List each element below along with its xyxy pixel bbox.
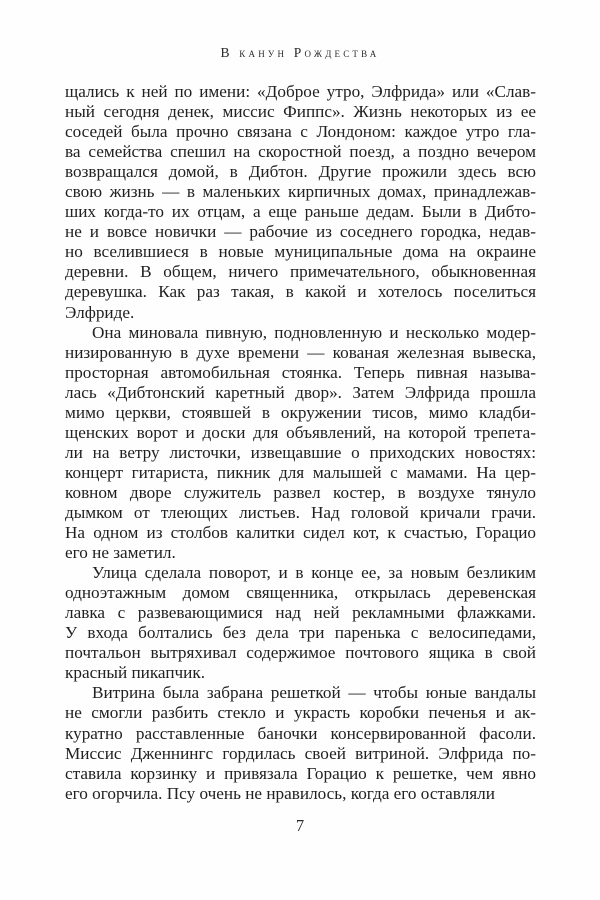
text-line: ва семейства спешил на скоростной поезд, а поздно вечером [65, 142, 536, 162]
text-line: У входа болтались без дела три паренька с велосипедами, [65, 623, 536, 643]
text-line: не и вовсе новички — рабочие из соседнего городка, недав- [65, 222, 536, 242]
text-line: концерт гитариста, пикник для малышей с мамами. На цер- [65, 462, 536, 482]
paragraph [65, 82, 536, 323]
text-line: свою жизнь — в маленьких кирпичных домах, принадлежав- [65, 182, 536, 202]
text-line: одноэтажным домом священника, открылась деревенская [65, 583, 536, 603]
text-line: деревушка. Как раз такая, в какой и хотелось поселиться [65, 282, 536, 302]
text-line: ный сегодня денек, миссис Фиппс». Жизнь некоторых из ее [65, 102, 536, 122]
text-line: соседей была прочно связана с Лондоном: каждое утро гла- [65, 122, 536, 142]
text-line: деревни. В общем, ничего примечательного, обыкновенная [65, 262, 536, 282]
text-line: его огорчила. Псу очень не нравилось, когда его оставляли [65, 783, 495, 803]
text-line: ших когда-то их отцам, а еще раньше дедам. Были в Дибто- [65, 202, 536, 222]
text-line: мимо церкви, стоявшей в окружении тисов, мимо кладби- [65, 402, 536, 422]
text-line: но вселившиеся в новые муниципальные дома на окраине [65, 242, 536, 262]
text-line: Улица сделала поворот, и в конце ее, за новым безликим [92, 563, 536, 583]
text-line: лась «Дибтонский каретный двор». Затем Элфрида прошла [65, 382, 536, 402]
paragraph [65, 323, 536, 564]
text-line: куратно расставленные баночки консервированной фасоли. [65, 723, 536, 743]
paragraph [65, 683, 536, 803]
text-line: просторная автомобильная стоянка. Теперь пивная называ- [65, 362, 536, 382]
text-line: Миссис Дженнингс гордилась своей витриной. Элфрида по- [65, 743, 536, 763]
text-line: Витрина была забрана решеткой — чтобы юные вандалы [92, 683, 536, 703]
text-line: Элфриде. [65, 302, 135, 322]
text-line: На одном из столбов калитки сидел кот, к счастью, Горацио [65, 523, 536, 543]
page-body [65, 82, 536, 804]
text-line: лавка с развевающимися над ней рекламными флажками. [65, 603, 536, 623]
text-line: не смогли разбить стекло и украсть коробки печенья и ак- [65, 703, 536, 723]
text-line: ли на ветру листочки, извещавшие о приходских новостях: [65, 442, 536, 462]
text-line: ставила корзинку и привязала Горацио к решетке, чем явно [65, 763, 536, 783]
text-line: щенских ворот и доски для объявлений, на которой трепета- [65, 422, 536, 442]
text-line: дымком от тлеющих листьев. Над головой кричали грачи. [65, 502, 536, 522]
running-head: В канун Рождества [220, 45, 380, 60]
paragraph [65, 563, 536, 683]
text-line: щались к ней по имени: «Доброе утро, Элфрида» или «Слав- [65, 82, 536, 101]
text-line: красный пикапчик. [65, 663, 206, 683]
text-line: его не заметил. [65, 543, 176, 563]
page-number: 7 [295, 816, 305, 835]
text-line: почтальон вытряхивал содержимое почтового ящика в свой [65, 643, 536, 663]
text-line: ковном дворе служитель развел костер, в воздухе тянуло [65, 482, 536, 502]
text-line: Она миновала пивную, подновленную и несколько модер- [92, 322, 536, 342]
text-line: возвращался домой, в Дибтон. Другие прожили здесь всю [65, 162, 536, 182]
text-line: низированную в духе времени — кованая железная вывеска, [65, 342, 536, 362]
